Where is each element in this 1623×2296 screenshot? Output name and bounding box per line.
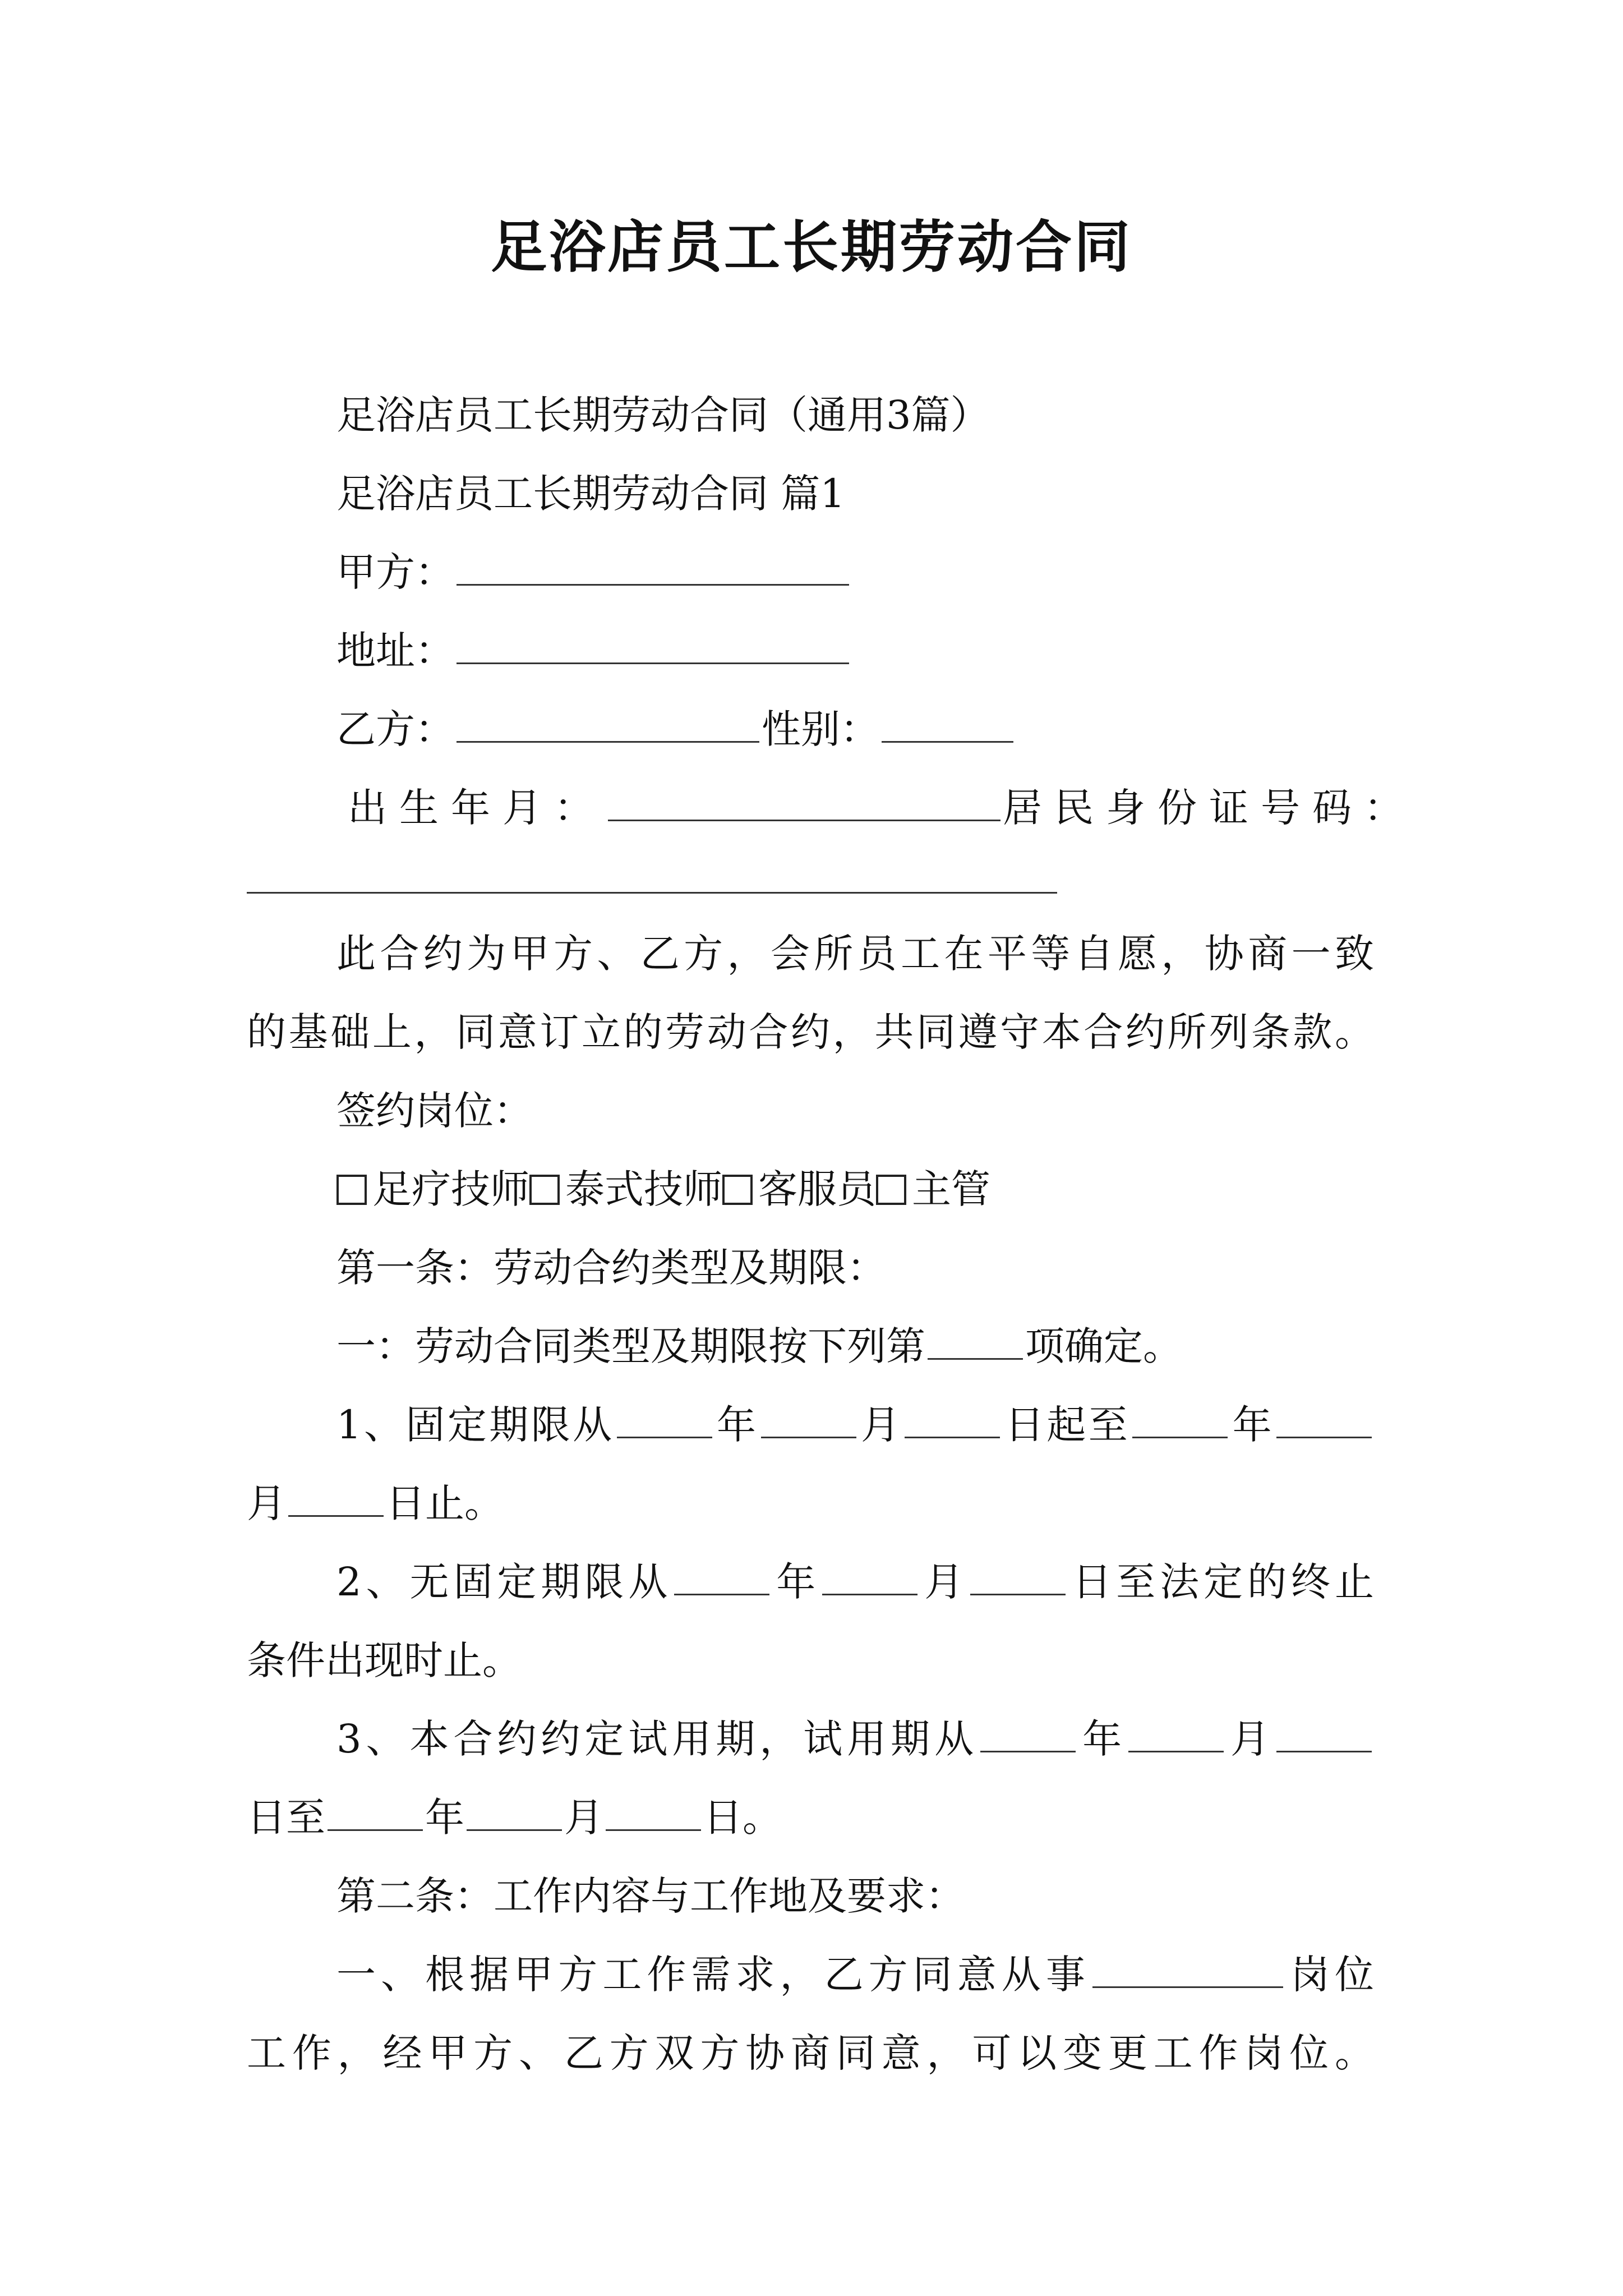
- date-blank: [1132, 1402, 1228, 1438]
- date-blank: [467, 1795, 562, 1831]
- checkbox-icon: [336, 1175, 367, 1205]
- address-blank: [457, 628, 849, 664]
- party-a-label: 甲方：: [336, 549, 454, 595]
- birth-blank: [608, 785, 1000, 821]
- position-option-2: 泰式技师: [529, 1166, 722, 1212]
- party-b-row: [336, 701, 1374, 757]
- date-blank: [905, 1402, 1000, 1438]
- preamble-line-2: 的基础上，同意订立的劳动合约，共同遵守本合约所列条款。: [247, 1009, 1374, 1055]
- item-number-blank: [928, 1323, 1023, 1360]
- party-a-row: [336, 544, 1374, 600]
- id-label: 居民身份证号码：: [1003, 785, 1415, 831]
- position-option-4: 主管: [876, 1166, 990, 1212]
- clause-2-line-2: 工作，经甲方、乙方双方协商同意，可以变更工作岗位。: [247, 2030, 1374, 2076]
- clause-1-item-3-end: 日至 年 月 日。: [247, 1795, 782, 1841]
- collection-heading: 足浴店员工长期劳动合同（通用3篇）: [336, 392, 990, 438]
- clause-2-line-1: 一、根据甲方工作需求，乙方同意从事 岗位: [336, 1952, 1375, 1998]
- checkbox-icon: [529, 1175, 560, 1205]
- position-options: [336, 1161, 1374, 1217]
- date-blank: [970, 1559, 1066, 1595]
- id-number-blank: [247, 892, 1057, 894]
- job-blank: [1092, 1952, 1283, 1988]
- address-row: [336, 623, 1374, 679]
- date-blank: [288, 1480, 384, 1517]
- party-a-blank: [457, 549, 849, 586]
- party-b-label: 乙方：: [336, 706, 454, 752]
- document-title: 足浴店员工长期劳动合同: [491, 214, 1132, 280]
- gender-blank: [882, 706, 1013, 743]
- date-blank: [1276, 1402, 1372, 1438]
- date-blank: [328, 1795, 423, 1831]
- address-label: 地址：: [336, 628, 454, 674]
- clause-1-item-1: 1、固定期限从 年 月 日起至 年: [336, 1397, 1374, 1453]
- clause-1-item-2: 2、无固定期限从 年 月 日至法定的终止: [336, 1559, 1375, 1605]
- date-blank: [1276, 1716, 1372, 1752]
- gender-label: 性别：: [762, 706, 879, 752]
- position-option-1: 足疗技师: [336, 1166, 529, 1212]
- party-b-blank: [457, 706, 759, 743]
- date-blank: [617, 1402, 712, 1438]
- clause-2-title: 第二条：工作内容与工作地及要求：: [336, 1873, 965, 1919]
- article-heading: 足浴店员工长期劳动合同 篇1: [336, 471, 845, 517]
- clause-1-item-1-end: 月 日止。: [247, 1480, 504, 1526]
- birth-label: 出生年月：: [348, 785, 606, 831]
- clause-1-title: 第一条：劳动合约类型及期限：: [336, 1245, 886, 1291]
- clause-1-intro: 一：劳动合同类型及期限按下列第 项确定。: [336, 1323, 1182, 1369]
- position-label: 签约岗位：: [336, 1088, 533, 1134]
- preamble-line-1: 此合约为甲方、乙方，会所员工在平等自愿，协商一致: [336, 931, 1374, 977]
- clause-1-item-3: 3、本合约约定试用期，试用期从 年 月: [336, 1711, 1374, 1767]
- date-blank: [1128, 1716, 1224, 1752]
- date-blank: [674, 1559, 769, 1595]
- checkbox-icon: [876, 1175, 906, 1205]
- clause-1-item-2-end: 条件出现时止。: [247, 1637, 522, 1683]
- birth-id-row: [348, 780, 1415, 836]
- date-blank: [761, 1402, 856, 1438]
- date-blank: [980, 1716, 1076, 1752]
- position-option-3: 客服员: [722, 1166, 876, 1212]
- date-blank: [822, 1559, 917, 1595]
- checkbox-icon: [722, 1175, 753, 1205]
- date-blank: [606, 1795, 701, 1831]
